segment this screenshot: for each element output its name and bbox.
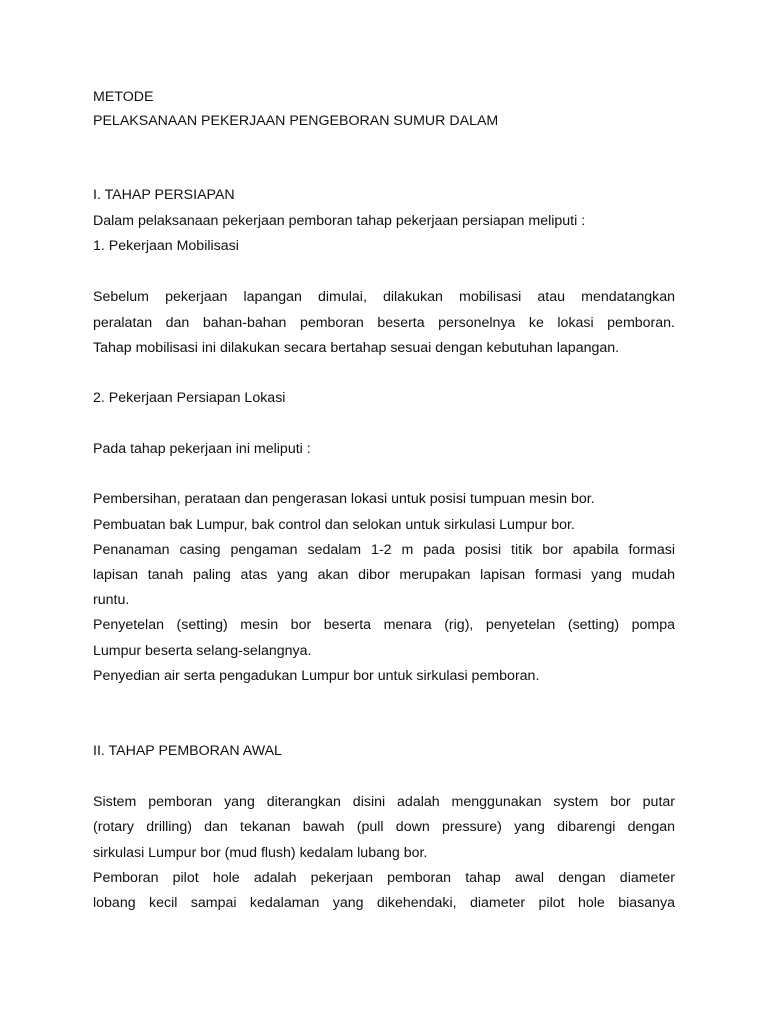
item2-line: Penanaman casing pengaman sedalam 1-2 m pada posisi titik bor apabila formasi [93,542,675,558]
section1-intro: Dalam pelaksanaan pekerjaan pemboran tahap pekerjaan persiapan meliputi : [93,213,586,229]
section2-line: Sistem pemboran yang diterangkan disini adalah menggunakan system bor putar [93,794,675,810]
section2-line: sirkulasi Lumpur bor (mud flush) kedalam lubang bor. [93,845,428,861]
item2-line: Lumpur beserta selang-selangnya. [93,643,312,659]
section2-heading: II. TAHAP PEMBORAN AWAL [93,743,282,759]
section2-line: lobang kecil sampai kedalaman yang dikehendaki, diameter pilot hole biasanya [93,895,675,911]
item2-title: 2. Pekerjaan Persiapan Lokasi [93,390,286,406]
item2-line: runtu. [93,592,130,608]
section1-heading: I. TAHAP PERSIAPAN [93,187,235,203]
doc-title-line1: METODE [93,89,154,105]
item2-line: Pembuatan bak Lumpur, bak control dan selokan untuk sirkulasi Lumpur bor. [93,517,575,533]
item2-intro: Pada tahap pekerjaan ini meliputi : [93,441,311,457]
item1-title: 1. Pekerjaan Mobilisasi [93,238,239,254]
item2-line: Pembersihan, perataan dan pengerasan lokasi untuk posisi tumpuan mesin bor. [93,491,595,507]
doc-title-line2: PELAKSANAAN PEKERJAAN PENGEBORAN SUMUR DALAM [93,113,499,129]
item2-line: Penyetelan (setting) mesin bor beserta menara (rig), penyetelan (setting) pompa [93,617,675,633]
item1-para-line: Tahap mobilisasi ini dilakukan secara bertahap sesuai dengan kebutuhan lapangan. [93,340,620,356]
item1-para-line: Sebelum pekerjaan lapangan dimulai, dilakukan mobilisasi atau mendatangkan [93,289,675,305]
item2-line: lapisan tanah paling atas yang akan dibor merupakan lapisan formasi yang mudah [93,567,675,583]
section2-line: (rotary drilling) dan tekanan bawah (pull down pressure) yang dibarengi dengan [93,819,675,835]
section2-line: Pemboran pilot hole adalah pekerjaan pemboran tahap awal dengan diameter [93,870,675,886]
item2-line: Penyedian air serta pengadukan Lumpur bor untuk sirkulasi pemboran. [93,668,540,684]
item1-para-line: peralatan dan bahan-bahan pemboran beserta personelnya ke lokasi pemboran. [93,315,675,331]
